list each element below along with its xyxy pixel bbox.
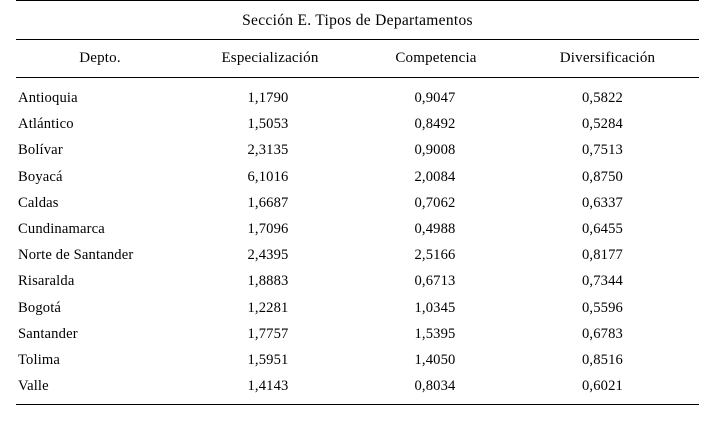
cell-depto: Risaralda [18, 273, 75, 290]
table-row [16, 295, 699, 321]
cell-depto: Bolívar [18, 142, 63, 159]
cell-diversificacion: 0,5822 [581, 90, 624, 106]
cell-competencia: 1,5395 [414, 325, 456, 342]
cell-competencia: 0,9047 [414, 90, 456, 106]
table-row [16, 373, 699, 404]
cell-diversificacion: 0,8516 [581, 351, 624, 368]
cell-diversificacion: 0,8750 [581, 168, 624, 185]
cell-competencia: 2,5166 [414, 247, 456, 264]
cell-diversificacion: 0,6337 [581, 194, 624, 211]
cell-diversificacion: 0,6455 [581, 220, 624, 237]
cell-depto: Santander [18, 325, 78, 342]
cell-especializacion: 1,5053 [247, 116, 289, 133]
cell-competencia: 0,8492 [414, 116, 456, 133]
column-header-especializacion: Especialización [184, 40, 356, 78]
table-row [16, 216, 699, 242]
cell-depto: Valle [18, 378, 49, 395]
cell-depto: Bogotá [18, 299, 62, 316]
cell-diversificacion: 0,5596 [581, 299, 624, 316]
cell-depto: Tolima [18, 351, 61, 368]
table-row [16, 269, 699, 295]
cell-competencia: 0,8034 [414, 378, 456, 395]
cell-especializacion: 1,7096 [247, 220, 289, 237]
table-row [16, 164, 699, 190]
table-bottom-rule [16, 404, 699, 405]
cell-competencia: 0,4988 [414, 220, 456, 237]
table-row [16, 138, 699, 164]
cell-competencia: 1,4050 [414, 351, 456, 368]
cell-diversificacion: 0,7344 [581, 273, 624, 290]
cell-especializacion: 1,8883 [247, 273, 289, 290]
cell-competencia: 2,0084 [414, 168, 456, 185]
cell-especializacion: 2,3135 [247, 142, 289, 159]
cell-competencia: 0,9008 [414, 142, 456, 159]
cell-diversificacion: 0,6021 [581, 378, 624, 395]
table-row [16, 112, 699, 138]
table-row [16, 347, 699, 373]
cell-diversificacion: 0,8177 [581, 247, 624, 264]
column-header-diversificacion: Diversificación [516, 40, 699, 78]
table-caption: Sección E. Tipos de Departamentos [16, 0, 699, 40]
cell-diversificacion: 0,6783 [581, 325, 624, 342]
cell-diversificacion: 0,7513 [581, 142, 624, 159]
table-row [16, 243, 699, 269]
cell-especializacion: 2,4395 [247, 247, 289, 264]
cell-competencia: 1,0345 [414, 299, 456, 316]
table-row [16, 190, 699, 216]
cell-depto: Boyacá [18, 168, 63, 185]
cell-especializacion: 1,7757 [247, 325, 289, 342]
cell-depto: Atlántico [18, 116, 74, 133]
column-header-depto: Depto. [16, 40, 184, 78]
departments-table [16, 0, 699, 404]
cell-depto: Norte de Santander [18, 247, 134, 264]
cell-especializacion: 1,4143 [247, 378, 289, 395]
cell-especializacion: 1,2281 [247, 299, 289, 316]
table-header [16, 40, 699, 78]
table-body [16, 78, 699, 405]
cell-especializacion: 1,6687 [247, 194, 289, 211]
cell-diversificacion: 0,5284 [581, 116, 624, 133]
cell-depto: Caldas [18, 194, 59, 211]
cell-competencia: 0,6713 [414, 273, 456, 290]
cell-depto: Cundinamarca [18, 220, 105, 237]
table-row [16, 321, 699, 347]
table-row [16, 78, 699, 112]
cell-depto: Antioquia [18, 90, 78, 106]
cell-especializacion: 1,1790 [247, 90, 289, 106]
column-header-competencia: Competencia [356, 40, 516, 78]
cell-especializacion: 6,1016 [247, 168, 289, 185]
cell-especializacion: 1,5951 [247, 351, 289, 368]
header-row [16, 40, 699, 78]
cell-competencia: 0,7062 [414, 194, 456, 211]
